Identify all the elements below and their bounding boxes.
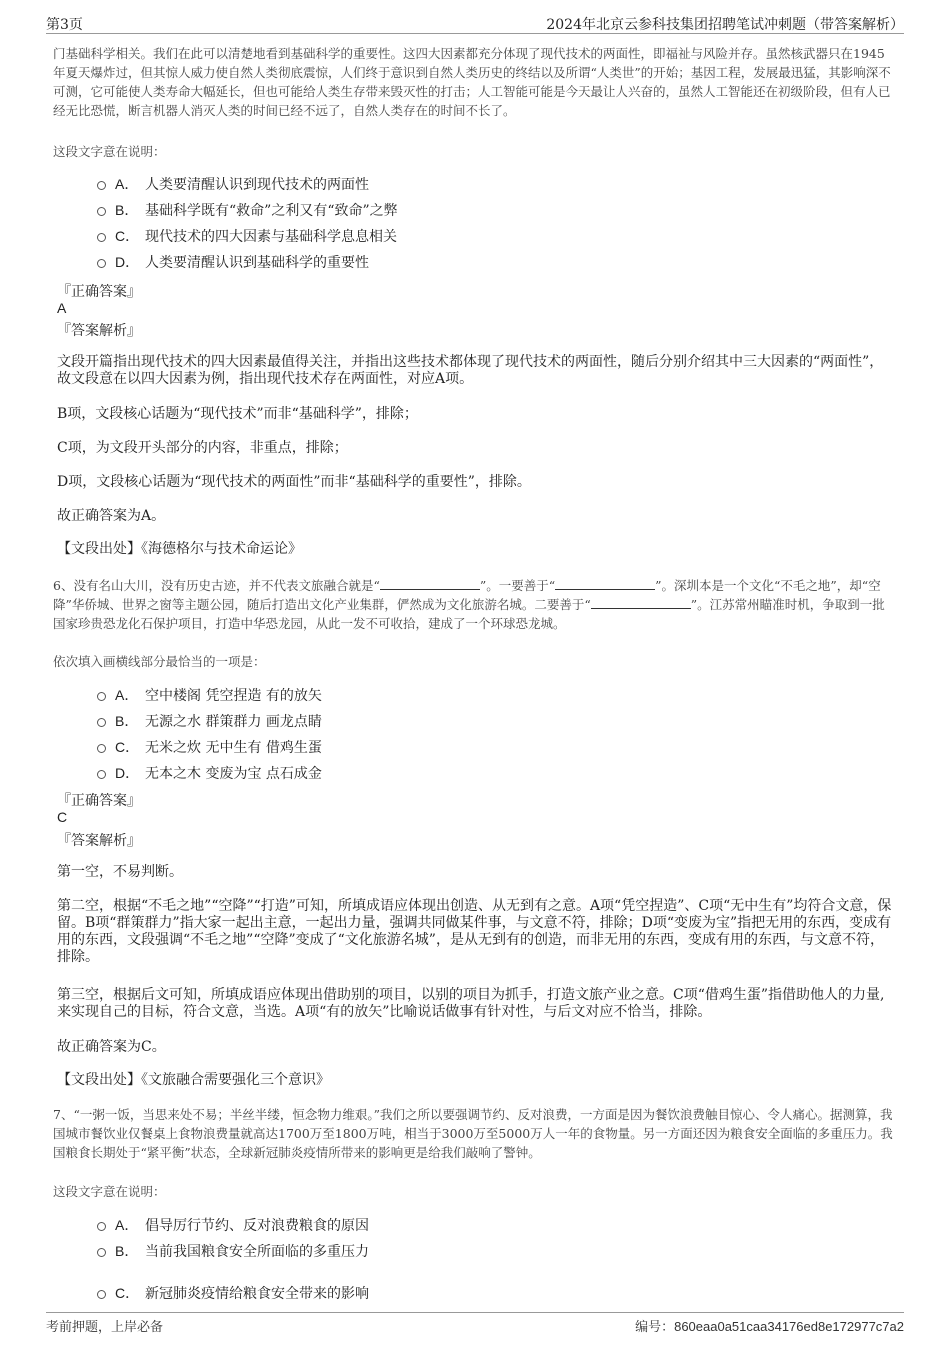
q6-explanation-1: 第一空，不易判断。 bbox=[57, 864, 183, 880]
radio-icon[interactable] bbox=[97, 1248, 106, 1257]
q6-explanation-4: 故正确答案为C。 bbox=[57, 1039, 166, 1055]
page-footer bbox=[46, 1312, 904, 1334]
q5-explanation-5: 故正确答案为A。 bbox=[57, 508, 166, 524]
q5-explanation-3: C项，为文段开头部分的内容，非重点，排除； bbox=[57, 440, 348, 456]
q5-source: 【文段出处】《海德格尔与技术命运论》 bbox=[57, 541, 302, 557]
q6-option-d[interactable]: D． 无本之木 变废为宝 点石成金 bbox=[97, 763, 322, 783]
radio-icon[interactable] bbox=[97, 233, 106, 242]
q5-option-c[interactable]: C． 现代技术的四大因素与基础科学息息相关 bbox=[97, 226, 397, 246]
document-code: 编号：860eaa0a51caa34176ed8e172977c7a2 bbox=[635, 1319, 904, 1335]
q6-analysis-label: 『答案解析』 bbox=[57, 833, 141, 849]
q6-option-b[interactable]: B． 无源之水 群策群力 画龙点睛 bbox=[97, 711, 322, 731]
radio-icon[interactable] bbox=[97, 259, 106, 268]
q5-prompt: 这段文字意在说明： bbox=[53, 144, 166, 159]
q5-correct-label: 『正确答案』 bbox=[57, 284, 141, 300]
radio-icon[interactable] bbox=[97, 718, 106, 727]
q6-stem: 6、没有名山大川，没有历史古迹，并不代表文旅融合就是“ ”。一要善于“ ”。深圳本是一个文化“不毛之地”，却“空降”华侨城、世界之窗等主题公园，随后打造出文化产业集群，俨然成为文化旅游名城。二要善于“ ”。江苏常州瞄准时机，争取到一批国家珍贵恐龙化石保护项目，打造中华恐龙园，从此一发不可收拾，建成了一个环球恐龙城。 bbox=[53, 578, 885, 631]
q6-explanation-2: 第二空，根据“不毛之地”“空降”“打造”可知，所填成语应体现出创造、从无到有之意。A项“凭空捏造”、C项“无中生有”均符合文意，保留。B项“群策群力”指大家一起出主意，一起出力量，强调共同做某件事，与文意不符，排除；D项“变废为宝”指把无用的东西，变成有用的东西，文段强调“不毛之地”“空降”变成了“文化旅游名城”，是从无到有的创造，而非无用的东西，变成有用的东西，与文意不符，排除。 bbox=[57, 898, 892, 965]
q5-answer: A bbox=[57, 300, 67, 316]
q6-answer: C bbox=[57, 809, 68, 825]
q5-option-a[interactable]: A． 人类要清醒认识到现代技术的两面性 bbox=[97, 174, 369, 194]
q5-explanation-2: B项，文段核心话题为“现代技术”而非“基础科学”，排除； bbox=[57, 406, 418, 422]
q5-passage: 门基础科学相关。我们在此可以清楚地看到基础科学的重要性。这四大因素都充分体现了现代技术的两面性，即福祉与风险并存。虽然核武器只在1945年夏天爆炸过，但其惊人威力使自然人类彻底震惊，人们终于意识到自然人类历史的终结以及所谓“人类世”的开始；基因工程，发展最迅猛，其影响深不可测，它可能使人类寿命大幅延长，但也可能给人类生存带来毁灭性的打击；人工智能可能是今天最让人兴奋的，虽然人工智能还在初级阶段，但有人已经无比恐慌，断言机器人消灭人类的时间已经不远了，自然人类存在的时间不长了。 bbox=[53, 46, 891, 118]
radio-icon[interactable] bbox=[97, 181, 106, 190]
page-number: 第3页 bbox=[46, 17, 83, 33]
radio-icon[interactable] bbox=[97, 1290, 106, 1299]
radio-icon[interactable] bbox=[97, 692, 106, 701]
q6-source: 【文段出处】《文旅融合需要强化三个意识》 bbox=[57, 1072, 330, 1088]
q5-option-d[interactable]: D． 人类要清醒认识到基础科学的重要性 bbox=[97, 252, 369, 272]
radio-icon[interactable] bbox=[97, 1222, 106, 1231]
q5-explanation-4: D项，文段核心话题为“现代技术的两面性”而非“基础科学的重要性”，排除。 bbox=[57, 474, 531, 490]
fill-blank-1 bbox=[380, 580, 480, 590]
radio-icon[interactable] bbox=[97, 207, 106, 216]
q7-option-a[interactable]: A． 倡导厉行节约、反对浪费粮食的原因 bbox=[97, 1215, 369, 1235]
q6-prompt: 依次填入画横线部分最恰当的一项是： bbox=[53, 654, 266, 669]
q7-option-b[interactable]: B． 当前我国粮食安全所面临的多重压力 bbox=[97, 1241, 369, 1261]
radio-icon[interactable] bbox=[97, 744, 106, 753]
q7-prompt: 这段文字意在说明： bbox=[53, 1184, 166, 1199]
q6-correct-label: 『正确答案』 bbox=[57, 793, 141, 809]
q7-option-c[interactable]: C． 新冠肺炎疫情给粮食安全带来的影响 bbox=[97, 1283, 369, 1303]
q6-option-c[interactable]: C． 无米之炊 无中生有 借鸡生蛋 bbox=[97, 737, 322, 757]
q7-stem: 7、“一粥一饭，当思来处不易；半丝半缕，恒念物力维艰。”我们之所以要强调节约、反对浪费，一方面是因为餐饮浪费触目惊心、令人痛心。据测算，我国城市餐饮业仅餐桌上食物浪费量就高达1700万至1800万吨，相当于3000万至5000万人一年的食物量。另一方面还因为粮食安全面临的多重压力。我国粮食长期处于“紧平衡”状态，全球新冠肺炎疫情所带来的影响更是给我们敲响了警钟。 bbox=[53, 1107, 893, 1160]
q6-option-a[interactable]: A． 空中楼阁 凭空捏造 有的放矢 bbox=[97, 685, 322, 705]
radio-icon[interactable] bbox=[97, 770, 106, 779]
q6-explanation-3: 第三空，根据后文可知，所填成语应体现出借助别的项目，以别的项目为抓手，打造文旅产业之意。C项“借鸡生蛋”指借助他人的力量,来实现自己的目标，符合文意，当选。A项“有的放矢”比喻说话做事有针对性，与后文对应不恰当，排除。 bbox=[57, 987, 885, 1020]
q5-option-b[interactable]: B． 基础科学既有“救命”之利又有“致命”之弊 bbox=[97, 200, 398, 220]
document-title: 2024年北京云参科技集团招聘笔试冲刺题（带答案解析） bbox=[546, 17, 904, 33]
fill-blank-3 bbox=[591, 599, 691, 609]
fill-blank-2 bbox=[555, 580, 655, 590]
footer-slogan: 考前押题，上岸必备 bbox=[46, 1320, 164, 1335]
q5-explanation-1: 文段开篇指出现代技术的四大因素最值得关注，并指出这些技术都体现了现代技术的两面性，随后分别介绍其中三大因素的“两面性”，故文段意在以四大因素为例，指出现代技术存在两面性，对应A项。 bbox=[57, 354, 884, 387]
q5-analysis-label: 『答案解析』 bbox=[57, 323, 141, 339]
page-header bbox=[46, 12, 904, 34]
